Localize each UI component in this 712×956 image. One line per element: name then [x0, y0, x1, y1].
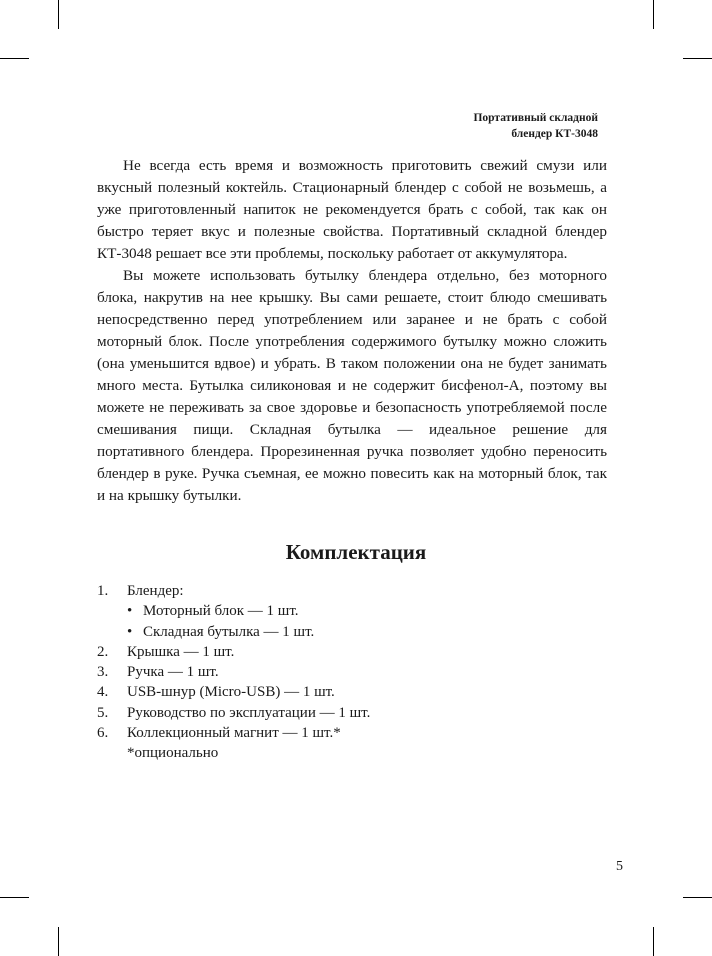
crop-mark [0, 58, 29, 59]
header-line: Портативный складной [473, 112, 598, 124]
item-number: 5. [97, 704, 109, 721]
item-number: 4. [97, 684, 109, 701]
crop-mark [58, 0, 59, 29]
item-text: Блендер: [127, 583, 184, 599]
item-number: 6. [97, 725, 109, 742]
footnote: *опционально [127, 745, 219, 762]
paragraph: Не всегда есть время и возможность приготовить свежий смузи или вкусный полезный коктейль. Стационарный блендер с собой не возьмешь, а уже приготовленный напиток не рекомендуется брать с собой, так как он быстро теряет вкус и полезные свойства. Портативный складной блендер КТ-3048 решает все эти проблемы, поскольку работает от аккумулятора. [97, 157, 607, 262]
crop-mark [0, 897, 29, 898]
page-number: 5 [616, 859, 623, 874]
sub-item-text: Складная бутылка — 1 шт. [143, 623, 315, 640]
crop-mark [58, 927, 59, 956]
item-text: Руководство по эксплуатации — 1 шт. [127, 704, 371, 721]
bullet: • [127, 623, 133, 640]
section-title: Комплектация [285, 540, 427, 564]
sub-list-item [97, 622, 577, 642]
crop-mark [683, 58, 712, 59]
list-item [97, 723, 577, 743]
item-number: 2. [97, 643, 109, 660]
sub-list-item [97, 601, 577, 621]
item-number: 3. [97, 664, 109, 681]
crop-mark [653, 0, 654, 29]
running-header [473, 110, 598, 142]
footnote-row [97, 743, 577, 763]
item-text: Коллекционный магнит — 1 шт.* [127, 725, 341, 742]
item-number: 1. [97, 583, 109, 599]
crop-mark [683, 897, 712, 898]
paragraph: Вы можете использовать бутылку блендера отдельно, без моторного блока, накрутив на нее крышку. Вы сами решаете, стоит блюдо смешивать непосредственно перед употреблением или заранее и не брать с собой моторный блок. После употребления содержимого бутылку можно сложить (она уменьшится вдвое) и убрать. В таком положении она не будет занимать много места. Бутылка силиконовая и не содержит бисфенол-А, поэтому вы можете не переживать за свое здоровье и безопасность употребляемой после смешивания пищи. Складная бутылка — идеальное решение для портативного блендера. Прорезиненная ручка позволяет удобно переносить блендер в руке. Ручка съемная, ее можно повесить как на моторный блок, так и на крышку бутылки. [97, 267, 607, 504]
bullet: • [127, 603, 133, 620]
list-item [97, 682, 577, 702]
list-item [97, 703, 577, 723]
item-text: Ручка — 1 шт. [127, 664, 219, 681]
item-text: Крышка — 1 шт. [127, 643, 235, 660]
body-text [97, 155, 607, 507]
list-item [97, 581, 577, 601]
crop-mark [653, 927, 654, 956]
contents-list [97, 581, 577, 764]
item-text: USB-шнур (Micro-USB) — 1 шт. [127, 684, 335, 701]
list-item [97, 662, 577, 682]
sub-item-text: Моторный блок — 1 шт. [143, 603, 299, 620]
list-item [97, 642, 577, 662]
header-line: блендер КТ-3048 [511, 128, 598, 140]
